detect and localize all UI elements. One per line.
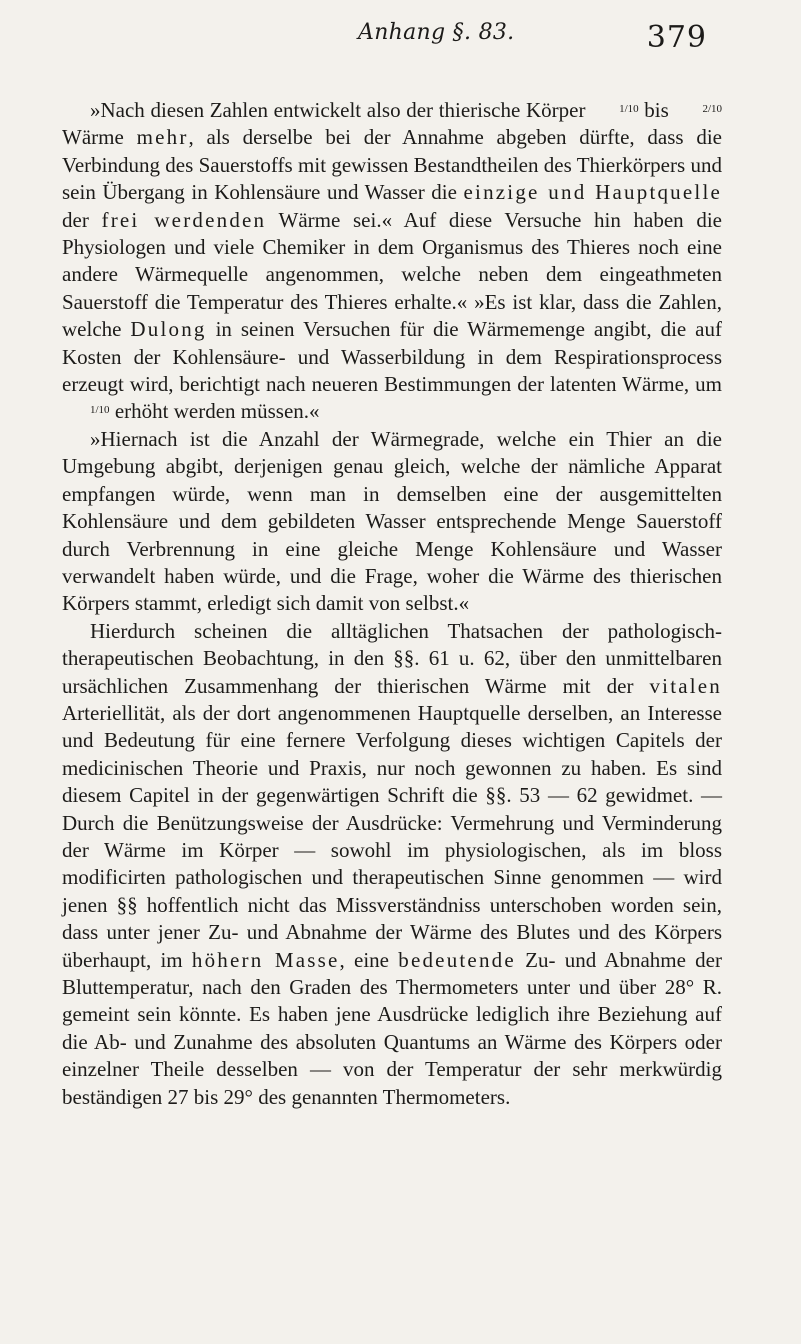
spaced-emphasis: höhern Masse bbox=[191, 947, 340, 972]
fraction: 1/10 bbox=[619, 103, 639, 115]
text-run: in seinen Versuchen für die Wärmemenge angibt, die auf Kosten der Kohlensäure- und Wasserbildung in dem Respirationsprocess erzeugt wird, berichtigt nach neueren Bestimmungen der latenten Wärme, um bbox=[62, 317, 722, 397]
spaced-emphasis: Dulong bbox=[130, 317, 207, 342]
text-run: »Hiernach ist die Anzahl der Wärmegrade, welche ein Thier an die Umgebung abgibt, derjenigen genau gleich, welche der nämliche Apparat empfangen würde, wenn man in demselben eine der ausgemittelten Kohlensäure und dem gebildeten Wasser entsprechende Menge Sauerstoff durch Verbrennung in eine gleiche Menge Kohlensäure und Wasser verwandelt haben würde, und die Frage, woher die Wärme des thierischen Körpers stammt, erledigt sich damit von selbst.« bbox=[62, 426, 722, 616]
paragraph bbox=[62, 618, 722, 1111]
spaced-emphasis: frei werdenden bbox=[101, 207, 267, 232]
paragraph bbox=[62, 97, 722, 426]
text-run: , als derselbe bei der Annahme abgeben dürfte, dass die Verbindung des Sauerstoffs mit gewissen Bestandtheilen des Thierkörpers und sein Übergang in Kohlensäure und Wasser die bbox=[62, 125, 723, 205]
text-run: »Nach diesen Zahlen entwickelt also der thierische Körper bbox=[90, 98, 592, 122]
spaced-emphasis: bedeutende bbox=[398, 947, 516, 972]
text-run: bis bbox=[638, 98, 675, 122]
page-number: 379 bbox=[646, 20, 707, 55]
text-run: , eine bbox=[339, 947, 399, 972]
text-run: der bbox=[62, 207, 102, 232]
text-run: Hierdurch scheinen die alltäglichen Thatsachen der pathologisch-therapeutischen Beobachtung, in den §§. 61 u. 62, über den unmittelbaren ursächlichen Zusammenhang der thierischen Wärme mit der bbox=[62, 618, 722, 698]
running-head-title: Anhang §. 83. bbox=[358, 20, 515, 45]
spaced-emphasis: einzige und Hauptquelle bbox=[463, 180, 722, 205]
text-run: erhöht werden müssen.« bbox=[109, 399, 320, 424]
text-run: Zu- und Abnahme der Bluttemperatur, nach den Graden des Thermometers unter und über 28° R. gemeint sein könnte. Es haben jene Ausdrücke lediglich ihre Beziehung auf die Ab- und Zunahme des absoluten Quantums an Wärme des Körpers oder einzelner Theile desselben — von der Temperatur der sehr merkwürdig beständigen 27 bis 29° des genannten Thermometers. bbox=[62, 947, 722, 1109]
running-head bbox=[0, 0, 801, 110]
fraction: 2/10 bbox=[702, 103, 722, 115]
fraction: 1/10 bbox=[90, 404, 110, 417]
text-run: Wärme bbox=[62, 125, 137, 150]
spaced-emphasis: vitalen bbox=[649, 673, 722, 698]
spaced-emphasis: mehr bbox=[136, 125, 189, 150]
paragraph bbox=[62, 426, 722, 618]
text-run: Arteriellität, als der dort angenommenen Hauptquelle derselben, an Interesse und Bedeutung für eine fernere Verfolgung dieses wichtigen Capitels der medicinischen Theorie und Praxis, nur noch gewonnen zu haben. Es sind diesem Capitel in der gegenwärtigen Schrift die §§. 53 — 62 gewidmet. — Durch die Benützungsweise der Ausdrücke: Vermehrung und Verminderung der Wärme im Körper — sowohl im physiologischen, als im bloss modificirten pathologischen und therapeutischen Sinne genommen — wird jenen §§ hoffentlich nicht das Missverständniss unterschoben worden sein, dass unter jener Zu- und Abnahme der Wärme des Blutes und des Körpers überhaupt, im bbox=[62, 700, 722, 972]
text-run: Wärme sei.« Auf diese Versuche hin haben die Physiologen und viele Chemiker in dem Organismus des Thieres noch eine andere Wärmequelle angenommen, welche neben dem eingeathmeten Sauerstoff die Temperatur des Thieres erhalte.« »Es ist klar, dass die Zahlen, welche bbox=[62, 207, 722, 342]
body-text bbox=[62, 97, 722, 1111]
